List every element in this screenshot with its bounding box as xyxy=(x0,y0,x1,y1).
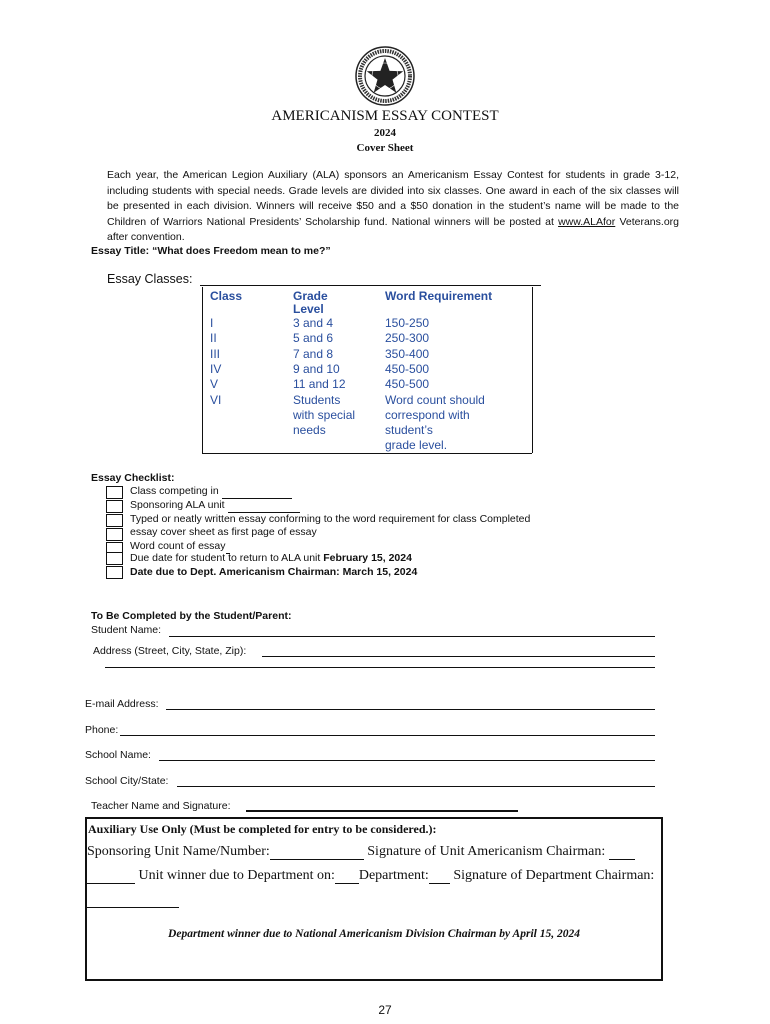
national-deadline-note: Department winner due to National Americanism Division Chairman by April 15, 2024 xyxy=(168,928,580,940)
header-class: Class xyxy=(210,289,243,303)
words-cell-line: Word count should xyxy=(385,392,485,407)
class-cell: IV xyxy=(210,361,222,376)
grade-cell: 3 and 4 xyxy=(293,316,334,330)
classes-divider xyxy=(200,285,541,286)
school-name-label: School Name: xyxy=(85,749,151,761)
essay-title: Essay Title: “What does Freedom mean to me?” xyxy=(91,245,331,257)
address-field[interactable] xyxy=(262,656,655,657)
item-label: Word count of essay xyxy=(130,540,226,552)
page-number: 27 xyxy=(378,1003,392,1017)
unit-winner-row xyxy=(87,868,654,884)
class-cell: III xyxy=(210,346,221,361)
unit-signature-field[interactable] xyxy=(609,859,635,860)
student-name-field[interactable] xyxy=(169,636,655,637)
grade-cell-line: Students xyxy=(293,392,341,407)
checkbox-due-unit[interactable] xyxy=(106,552,123,565)
department-signature-label: Signature of Department Chairman: xyxy=(453,868,655,883)
checkbox-sponsoring-unit[interactable] xyxy=(106,500,123,513)
checklist-item xyxy=(130,499,300,513)
words-cell-line: correspond with xyxy=(385,407,470,422)
due-unit-date: February 15, 2024 xyxy=(323,552,412,564)
class-cell: VI xyxy=(210,392,222,407)
address-label: Address (Street, City, State, Zip): xyxy=(93,645,247,657)
school-city-state-label: School City/State: xyxy=(85,775,169,787)
address-field-line-2[interactable] xyxy=(105,667,655,668)
grade-cell: 7 and 8 xyxy=(293,346,334,361)
school-city-state-field[interactable] xyxy=(177,786,655,787)
intro-text: Each year, the American Legion Auxiliary (ALA) sponsors an Americanism Essay Contest for students in grade 3-12, including students with special needs. Grade levels are divided into six classes. One award in each of the six classes will be presented in each division. Winners will receive $50 and a $50 donation in the student’s name will be made to the Children of Warriors National Presidents’ Scholarship fund. National winners will be posted at xyxy=(107,169,679,228)
email-label: E-mail Address: xyxy=(85,698,159,710)
department-label: Department: xyxy=(358,868,429,883)
words-cell-line: grade level. xyxy=(385,438,448,453)
header-level: Level xyxy=(293,301,324,316)
essay-classes-label: Essay Classes: xyxy=(107,272,193,286)
sponsoring-unit-field[interactable] xyxy=(270,859,364,860)
class-cell: V xyxy=(210,377,219,392)
class-cell: II xyxy=(210,331,217,346)
words-cell: 450-500 xyxy=(385,377,430,392)
auxiliary-use-box xyxy=(85,817,663,981)
words-cell: 450-500 xyxy=(385,361,430,376)
essay-classes-table xyxy=(202,287,532,454)
website-link[interactable]: www.ALAfor xyxy=(558,215,616,228)
words-cell: 350-400 xyxy=(385,346,430,361)
auxiliary-heading: Auxiliary Use Only (Must be completed for entry to be considered.): xyxy=(88,822,437,836)
header-word-requirement: Word Requirement xyxy=(385,289,493,303)
checkbox-class-competing[interactable] xyxy=(106,486,123,499)
item-label: Sponsoring ALA unit xyxy=(130,499,225,511)
header-grade: Grade xyxy=(293,289,328,303)
email-field[interactable] xyxy=(166,709,655,710)
checklist-title: Essay Checklist: xyxy=(91,472,175,484)
sponsoring-row xyxy=(87,844,635,860)
checklist-item xyxy=(130,552,412,566)
grade-cell: 11 and 12 xyxy=(293,377,346,392)
unit-signature-label: Signature of Unit Americanism Chairman: xyxy=(367,844,606,859)
teacher-label: Teacher Name and Signature: xyxy=(91,800,231,812)
words-cell: 150-250 xyxy=(385,316,430,330)
grade-cell: 5 and 6 xyxy=(293,331,334,346)
checkbox-cover-sheet[interactable] xyxy=(106,528,123,541)
contest-year: 2024 xyxy=(374,127,396,139)
words-cell: 250-300 xyxy=(385,331,430,346)
intro-paragraph xyxy=(107,168,679,246)
sponsoring-label: Sponsoring Unit Name/Number: xyxy=(87,844,270,859)
checklist-item xyxy=(130,485,292,499)
american-legion-auxiliary-emblem-icon xyxy=(355,46,415,106)
checkbox-due-dept[interactable] xyxy=(106,566,123,579)
class-cell: I xyxy=(210,316,214,330)
item-label: Class competing in xyxy=(130,485,219,497)
department-field[interactable] xyxy=(429,883,450,884)
student-name-label: Student Name: xyxy=(91,624,162,636)
grade-cell-line: needs xyxy=(293,423,326,438)
cover-sheet-subtitle: Cover Sheet xyxy=(356,142,414,154)
checklist-item-continued: essay cover sheet as first page of essay xyxy=(130,526,317,538)
item-label: Due date for student to return to ALA unit xyxy=(130,552,324,564)
intro-text-end: Veterans.org after convention. xyxy=(107,215,679,243)
school-name-field[interactable] xyxy=(159,760,655,761)
contest-title: AMERICANISM ESSAY CONTEST xyxy=(271,108,499,124)
student-section-heading: To Be Completed by the Student/Parent: xyxy=(91,610,292,622)
phone-label: Phone: xyxy=(85,724,119,736)
words-cell-line: student’s xyxy=(385,423,433,438)
unit-winner-date-field[interactable] xyxy=(335,883,359,884)
checklist-item: Typed or neatly written essay conforming to the word requirement for class Completed xyxy=(130,513,531,525)
teacher-signature-field[interactable] xyxy=(246,810,518,812)
unit-winner-field[interactable] xyxy=(87,883,135,884)
department-signature-field[interactable] xyxy=(87,907,179,908)
grade-cell-line: with special xyxy=(293,407,356,422)
unit-winner-label: Unit winner due to Department on: xyxy=(138,868,335,883)
checklist-item: Date due to Dept. Americanism Chairman: March 15, 2024 xyxy=(130,566,418,578)
phone-field[interactable] xyxy=(120,735,655,736)
table-right-border xyxy=(532,287,533,453)
checkbox-typed-essay[interactable] xyxy=(106,514,123,527)
grade-cell: 9 and 10 xyxy=(293,361,340,376)
